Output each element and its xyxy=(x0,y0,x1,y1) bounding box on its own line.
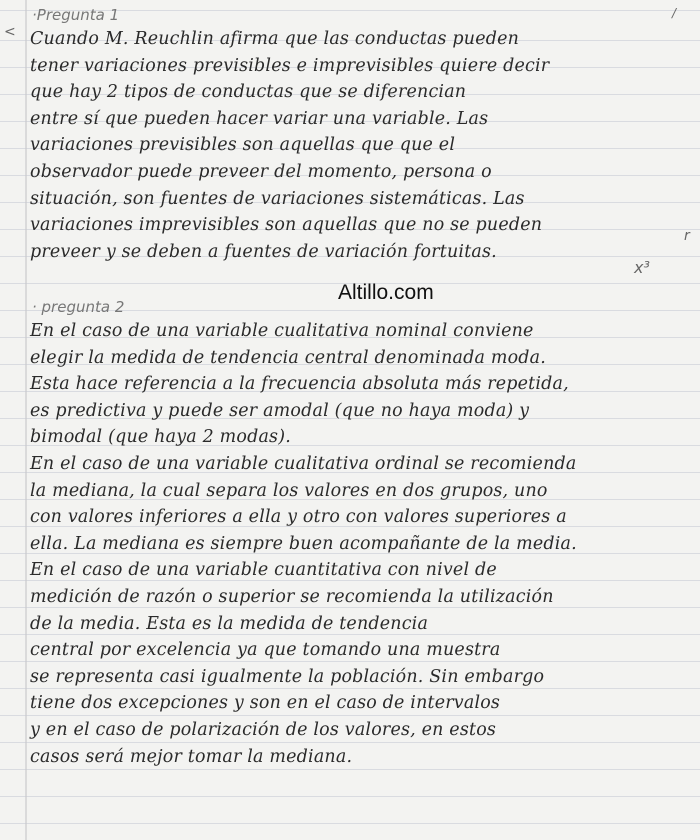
text-line: tiene dos excepciones y son en el caso de intervalos xyxy=(30,693,501,714)
text-line: observador puede preveer del momento, persona o xyxy=(30,161,492,182)
answer-body-1 xyxy=(30,26,676,265)
text-line: ella. La mediana es siempre buen acompañante de la media. xyxy=(30,533,577,554)
text-line: con valores inferiores a ella y otro con valores superiores a xyxy=(30,507,567,528)
score-mark: x³ xyxy=(634,258,650,277)
text-line: En el caso de una variable cualitativa ordinal se recomienda xyxy=(30,453,577,474)
text-line: se representa casi igualmente la población. Sin embargo xyxy=(30,666,545,687)
text-line: variaciones previsibles son aquellas que que el xyxy=(30,135,456,156)
text-line: En el caso de una variable cuantitativa con nivel de xyxy=(30,560,497,581)
text-line: variaciones imprevisibles son aquellas que no se pueden xyxy=(30,215,543,236)
text-line: que hay 2 tipos de conductas que se diferencian xyxy=(30,82,467,103)
text-line: y en el caso de polarización de los valores, en estos xyxy=(30,719,497,740)
text-line: casos será mejor tomar la mediana. xyxy=(30,746,353,767)
text-line: Esta hace referencia a la frecuencia absoluta más repetida, xyxy=(30,374,569,395)
corner-mark: / xyxy=(672,6,677,20)
answer-section-2 xyxy=(30,296,676,770)
text-line: elegir la medida de tendencia central denominada moda. xyxy=(30,347,546,368)
text-line: bimodal (que haya 2 modas). xyxy=(30,427,291,448)
answer-section-1 xyxy=(30,4,676,265)
question-heading-2: · pregunta 2 xyxy=(32,298,125,316)
grader-mark: r xyxy=(684,228,690,244)
text-line: es predictiva y puede ser amodal (que no haya moda) y xyxy=(30,400,530,421)
margin-mark: < xyxy=(4,24,16,40)
text-line: entre sí que pueden hacer variar una variable. Las xyxy=(30,108,489,129)
text-line: preveer y se deben a fuentes de variación fortuitas. xyxy=(30,241,497,262)
text-line: la mediana, la cual separa los valores en dos grupos, uno xyxy=(30,480,548,501)
text-line: Cuando M. Reuchlin afirma que las conductas pueden xyxy=(30,29,520,49)
question-heading-1: ·Pregunta 1 xyxy=(32,6,120,24)
text-line: medición de razón o superior se recomienda la utilización xyxy=(30,586,554,607)
text-line: de la media. Esta es la medida de tendencia xyxy=(30,613,429,634)
watermark: Altillo.com xyxy=(338,281,434,304)
answer-body-2 xyxy=(30,318,676,770)
text-line: central por excelencia ya que tomando una muestra xyxy=(30,640,501,661)
text-line: situación, son fuentes de variaciones sistemáticas. Las xyxy=(30,188,525,209)
text-line: En el caso de una variable cualitativa nominal conviene xyxy=(30,321,534,341)
text-line: tener variaciones previsibles e imprevisibles quiere decir xyxy=(30,55,550,76)
